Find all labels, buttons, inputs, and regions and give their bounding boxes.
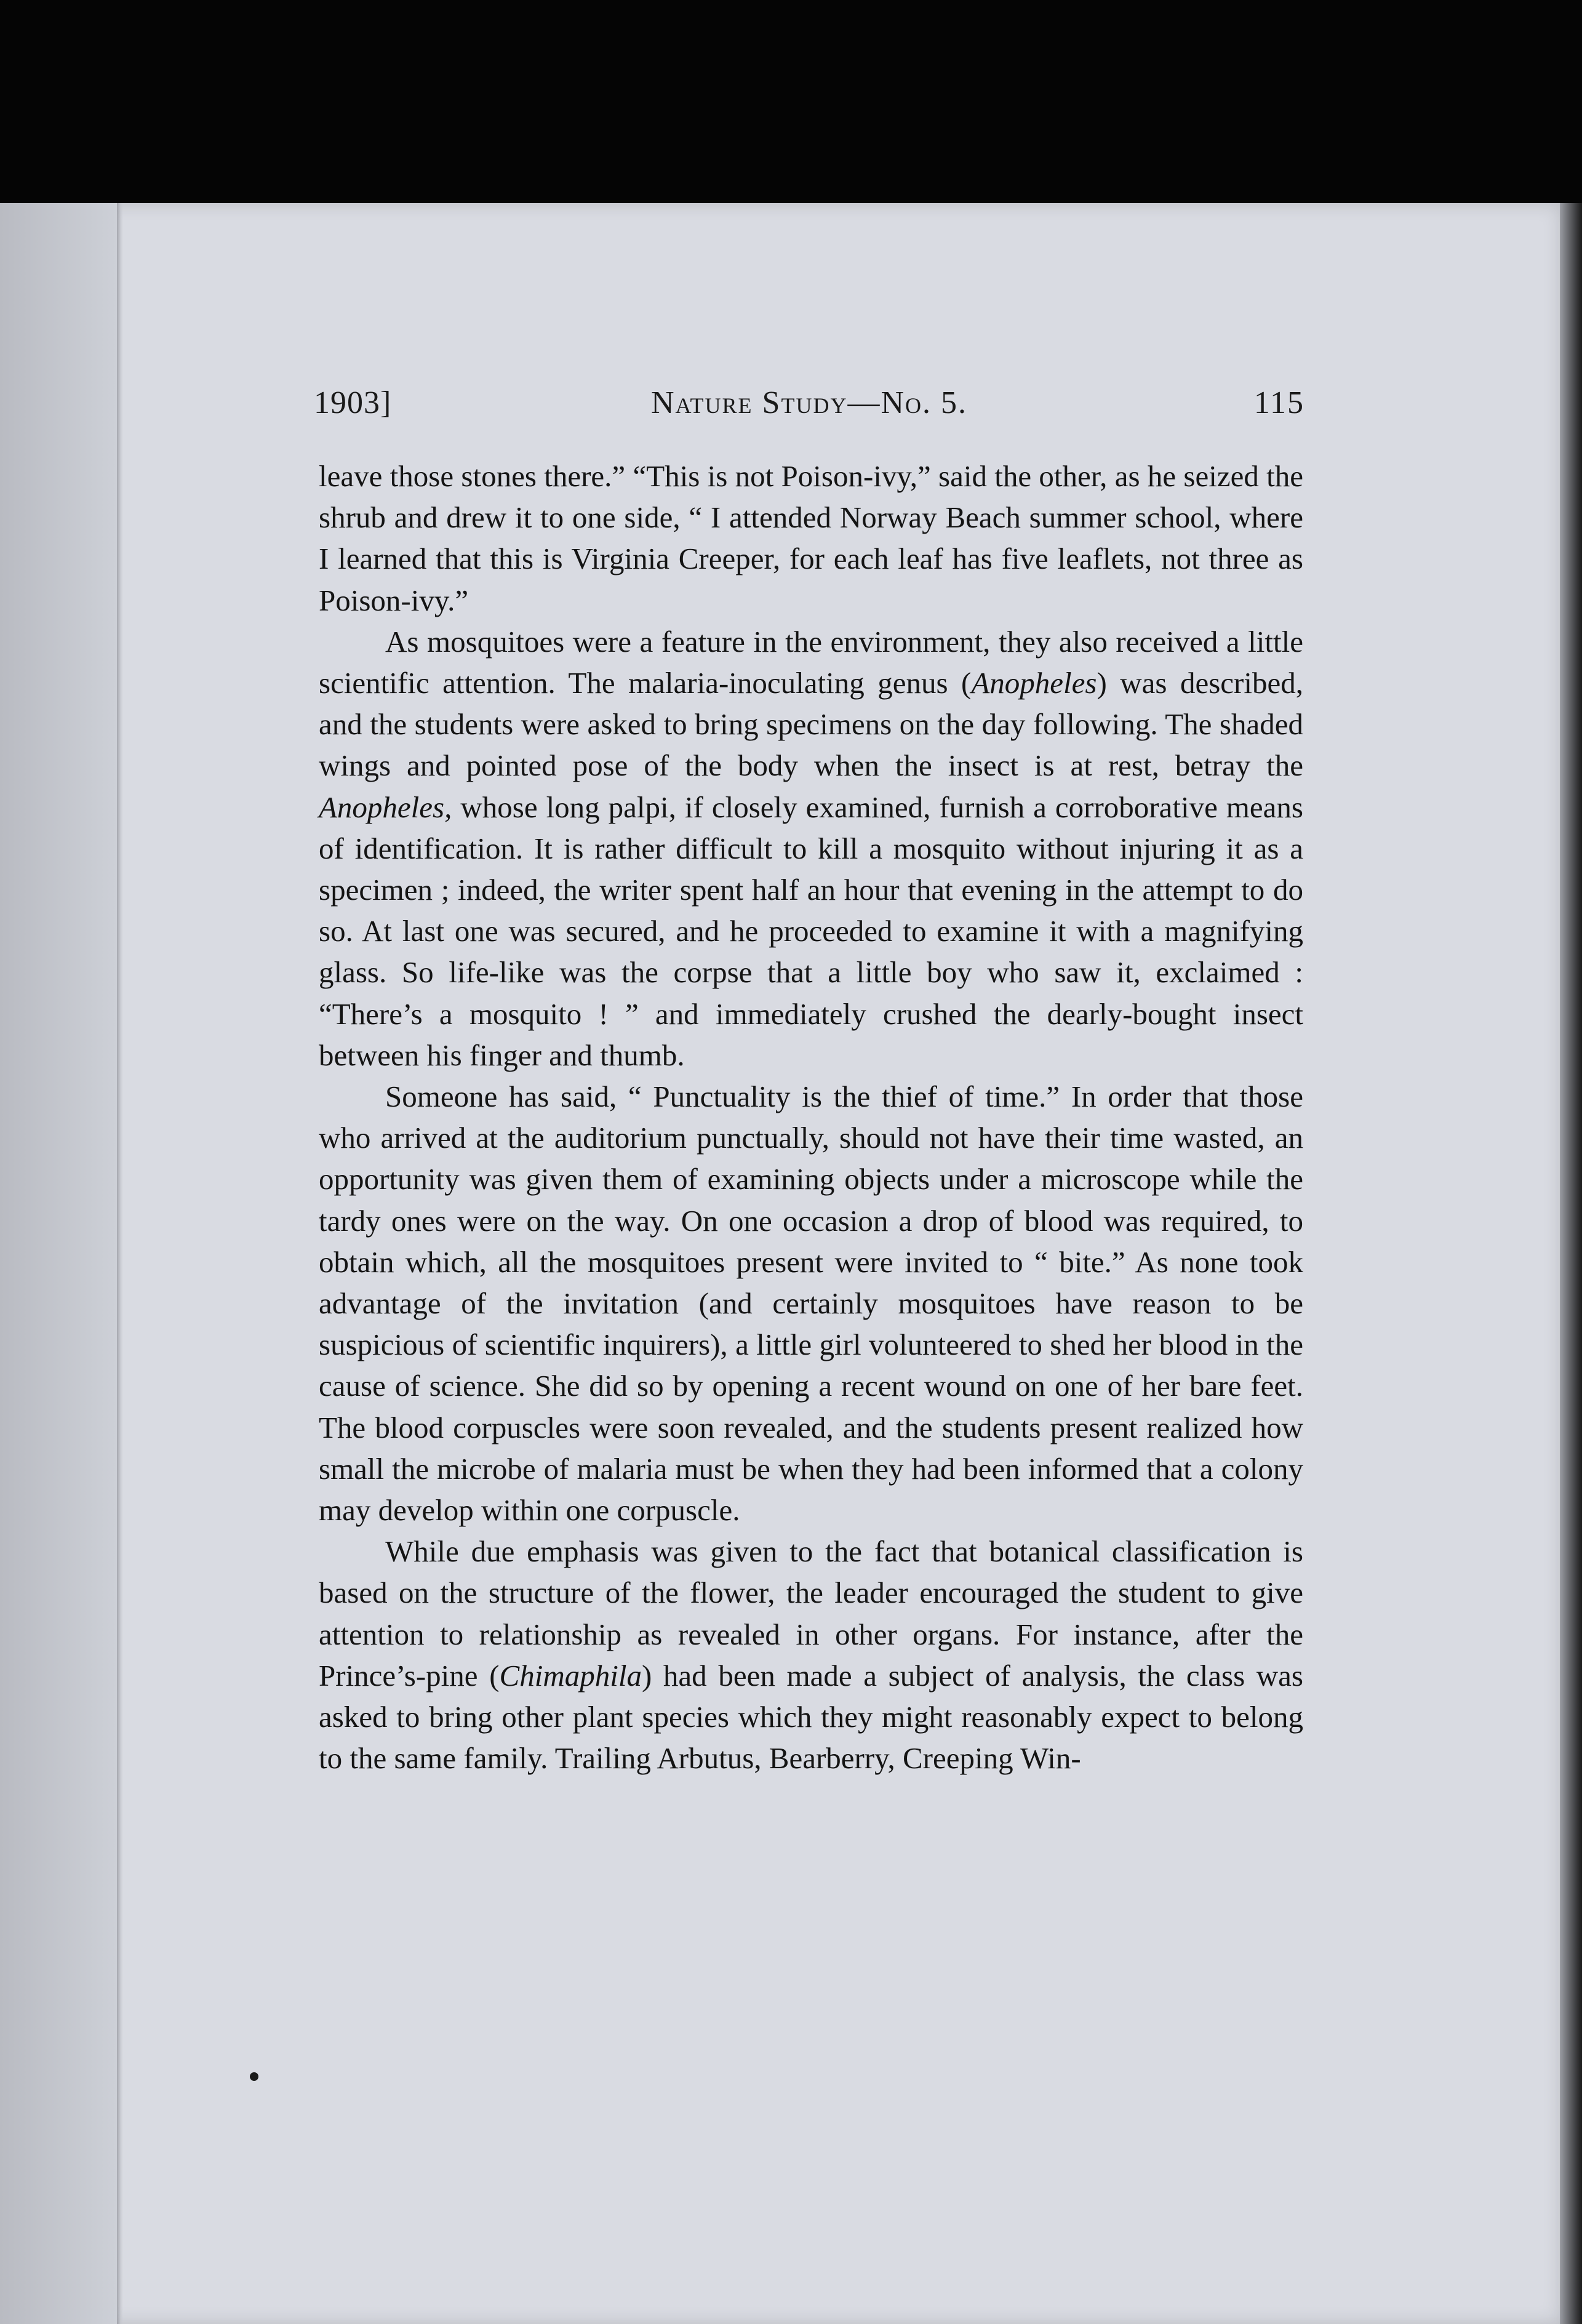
paragraph [319,1531,1303,1779]
text-segment: whose long palpi, if closely examined, furnish a corroborative means of identification. It is rather difficult to kill a mosquito without injuring it as a specimen ; indeed, the writer spent half an hour that evening in the attempt to do so. At last one was secured, and he proceeded to examine it with a magnifying glass. So life-like was the corpse that a little boy who saw it, exclaimed : “There’s a mosquito ! ” and immediately crushed the dearly-bought insect between his finger and thumb. [319,790,1303,1072]
italic-genus: Anopheles, [319,790,452,824]
margin-mark [250,2072,258,2081]
gutter-shadow [117,203,123,2324]
page-gutter [0,203,117,2324]
page-number: 115 [1253,385,1304,420]
paragraph [319,455,1303,621]
text-segment: Someone has said, “ Punctuality is the thief of time.” In order that those who arrived at the auditorium punctually, should not have their time wasted, an opportunity was given them of examining objects under a microscope while the tardy ones were on the way. On one occasion a drop of blood was required, to obtain which, all the mosquitoes present were invited to “ bite.” As none took advantage of the invitation (and certainly mosquitoes have reason to be suspicious of scientific inquirers), a little girl volunteered to shed her blood in the cause of science. She did so by opening a recent wound on one of her bare feet. The blood corpuscles were soon revealed, and the students present realized how small the microbe of malaria must be when they had been informed that a colony may develop within one corpuscle. [319,1080,1303,1528]
header-year: 1903] [314,385,392,420]
italic-genus: Chimaphila [499,1658,642,1693]
page-right-edge [1560,203,1582,2324]
scan-background [0,0,1582,203]
text-segment: ) had been made a subject of analysis, the class was asked to bring other plant species which they might reasonably expect to belong to the same family. Trailing Arbutus, Bearberry, Creeping Win- [319,1658,1304,1776]
italic-genus: Anopheles [971,666,1097,700]
text-segment: leave those stones there.” “This is not Poison-ivy,” said the other, as he seized the shrub and drew it to one side, “ I attended Norway Beach summer school, where I learned that this is Virginia Creeper, for each leaf has five leaflets, not three as Poison-ivy.” [319,459,1303,617]
text-segment: ) was described, and the students were asked to bring specimens on the day following. The shaded wings and pointed pose of the body when the insect is at rest, betray the [319,666,1303,783]
text-segment: As mosquitoes were a feature in the environment, they also received a little scientific attention. The malaria-inoculating genus ( [319,624,1303,700]
body-text [319,455,1303,1779]
header-running-title: Nature Study—No. 5. [650,385,967,420]
text-segment: While due emphasis was given to the fact that botanical classification is based on the structure of the flower, the leader encouraged the student to give attention to relationship as revealed in other organs. For instance, after the Prince’s-pine ( [319,1534,1303,1693]
paragraph [319,1076,1303,1531]
paragraph [319,621,1303,1076]
running-header [314,385,1304,434]
